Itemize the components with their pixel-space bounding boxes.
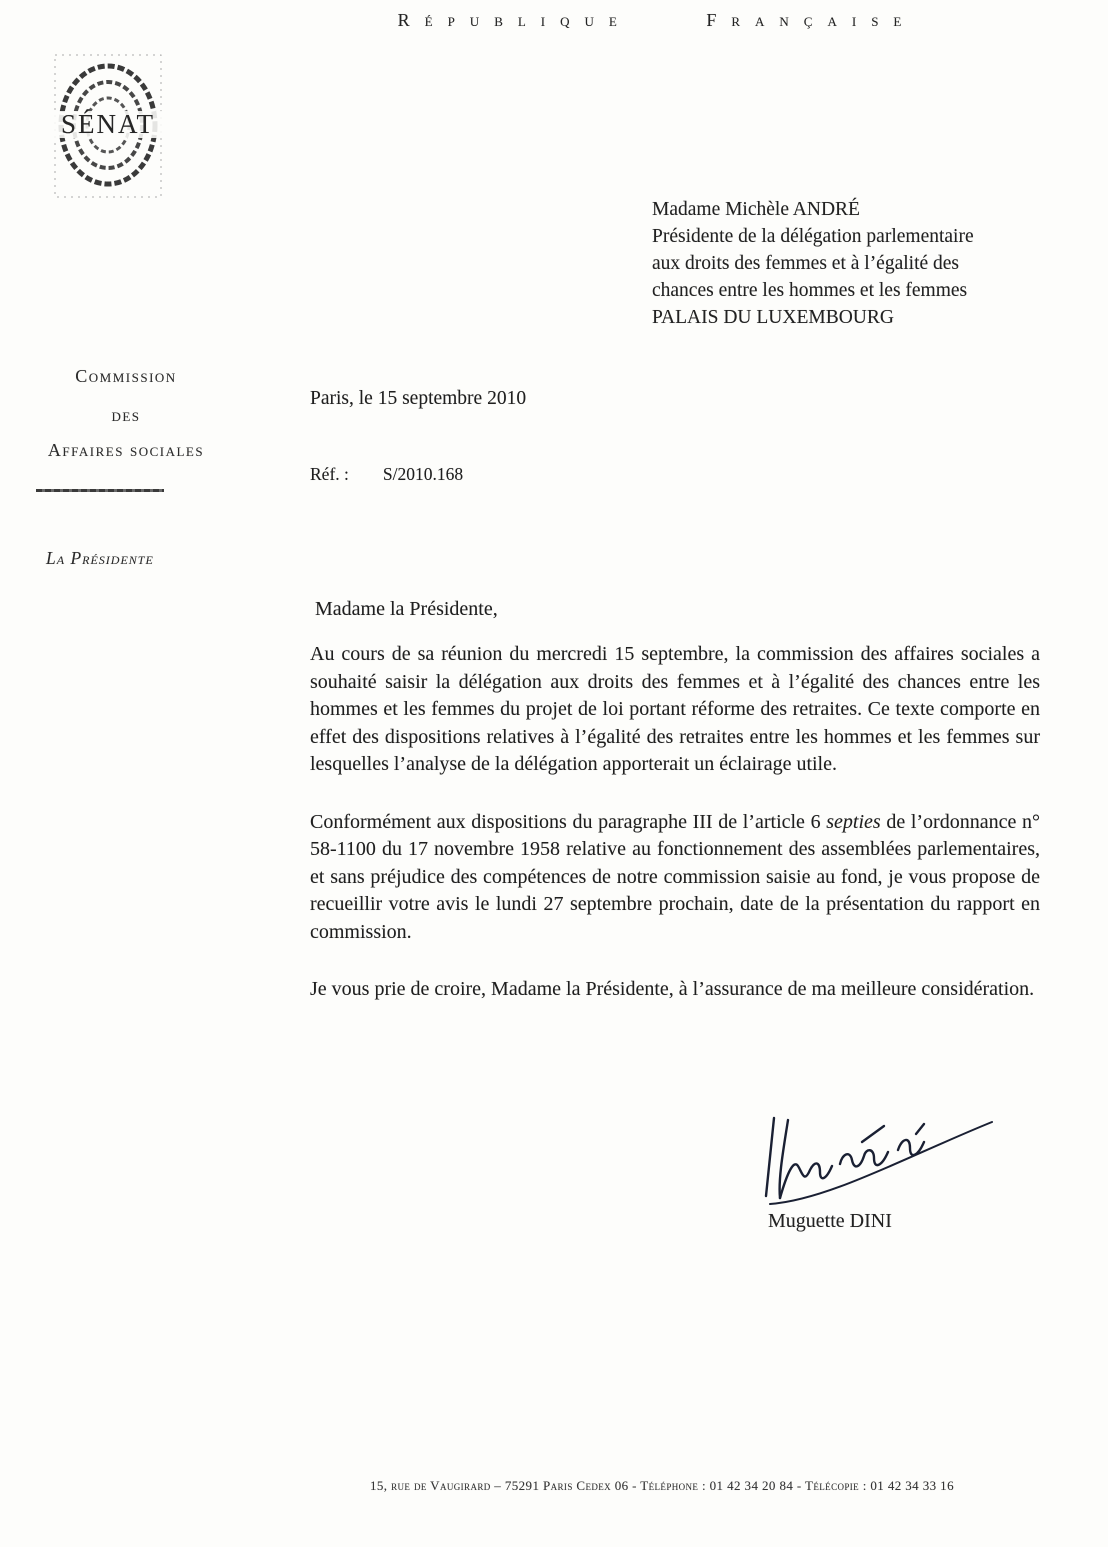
commission-divider — [36, 489, 164, 492]
recipient-block — [652, 196, 974, 331]
signatory-name: Muguette DINI — [768, 1210, 892, 1232]
commission-line: Commission — [75, 366, 177, 386]
commission-line: Affaires sociales — [47, 440, 205, 460]
reference-label: Réf. : — [310, 464, 349, 484]
senat-logo — [52, 52, 164, 202]
paragraph-1: Au cours de sa réunion du mercredi 15 septembre, la commission des affaires sociales a souhaité saisir la délégation aux droits des femmes et à l’égalité des chances entre les hommes et les femmes du projet de loi portant réforme des retraites. Ce texte comporte en effet des dispositions relatives à l’égalité des retraites entre les hommes et les femmes sur lesquelles l’analyse de la délégation apporterait un éclairage utile. — [310, 643, 1040, 775]
republique-francaise-heading: République Française — [397, 10, 917, 30]
commission-line: des — [111, 405, 141, 425]
president-title: La Présidente — [46, 548, 154, 568]
recipient-title-line: aux droits des femmes et à l’égalité des — [652, 253, 960, 274]
paragraph-2-italic-term: septies — [826, 810, 881, 833]
paragraph-3: Je vous prie de croire, Madame la Présidente, à l’assurance de ma meilleure considération. — [310, 978, 1035, 1000]
paragraph-2-start: Conformément aux dispositions du paragraphe III de l’article 6 — [310, 810, 827, 833]
recipient-title-line: Présidente de la délégation parlementaire — [652, 226, 974, 247]
reference-value: S/2010.168 — [382, 464, 464, 484]
senat-stamp-icon — [52, 52, 164, 202]
letter-body — [310, 641, 1040, 1034]
paragraph-2-end: de l’ordonnance n° 58-1100 du 17 novembre 1958 relative au fonctionnement des assemblées parlementaires, et sans préjudice des compétences de notre commission saisie au fond, je vous propose de recueillir votre avis le lundi 27 septembre prochain, date de la présentation du rapport en commission. — [310, 810, 1040, 943]
senat-logo-text: Sénat — [60, 109, 156, 139]
commission-block — [28, 366, 224, 461]
paragraph-2 — [310, 809, 1040, 947]
date-line: Paris, le 15 septembre 2010 — [310, 388, 527, 409]
recipient-name: Madame Michèle ANDRÉ — [652, 199, 860, 220]
recipient-title-line: chances entre les hommes et les femmes — [652, 280, 968, 301]
footer-address-line: 15, rue de Vaugirard – 75291 Paris Cedex 06 - Téléphone : 01 42 34 20 84 - Télécopie : 01 42 34 33 16 — [370, 1478, 954, 1493]
salutation: Madame la Présidente, — [315, 598, 498, 620]
handwritten-signature — [758, 1098, 1008, 1216]
signature-icon — [758, 1098, 1008, 1216]
recipient-address: PALAIS DU LUXEMBOURG — [652, 307, 894, 328]
reference-line — [310, 464, 463, 485]
